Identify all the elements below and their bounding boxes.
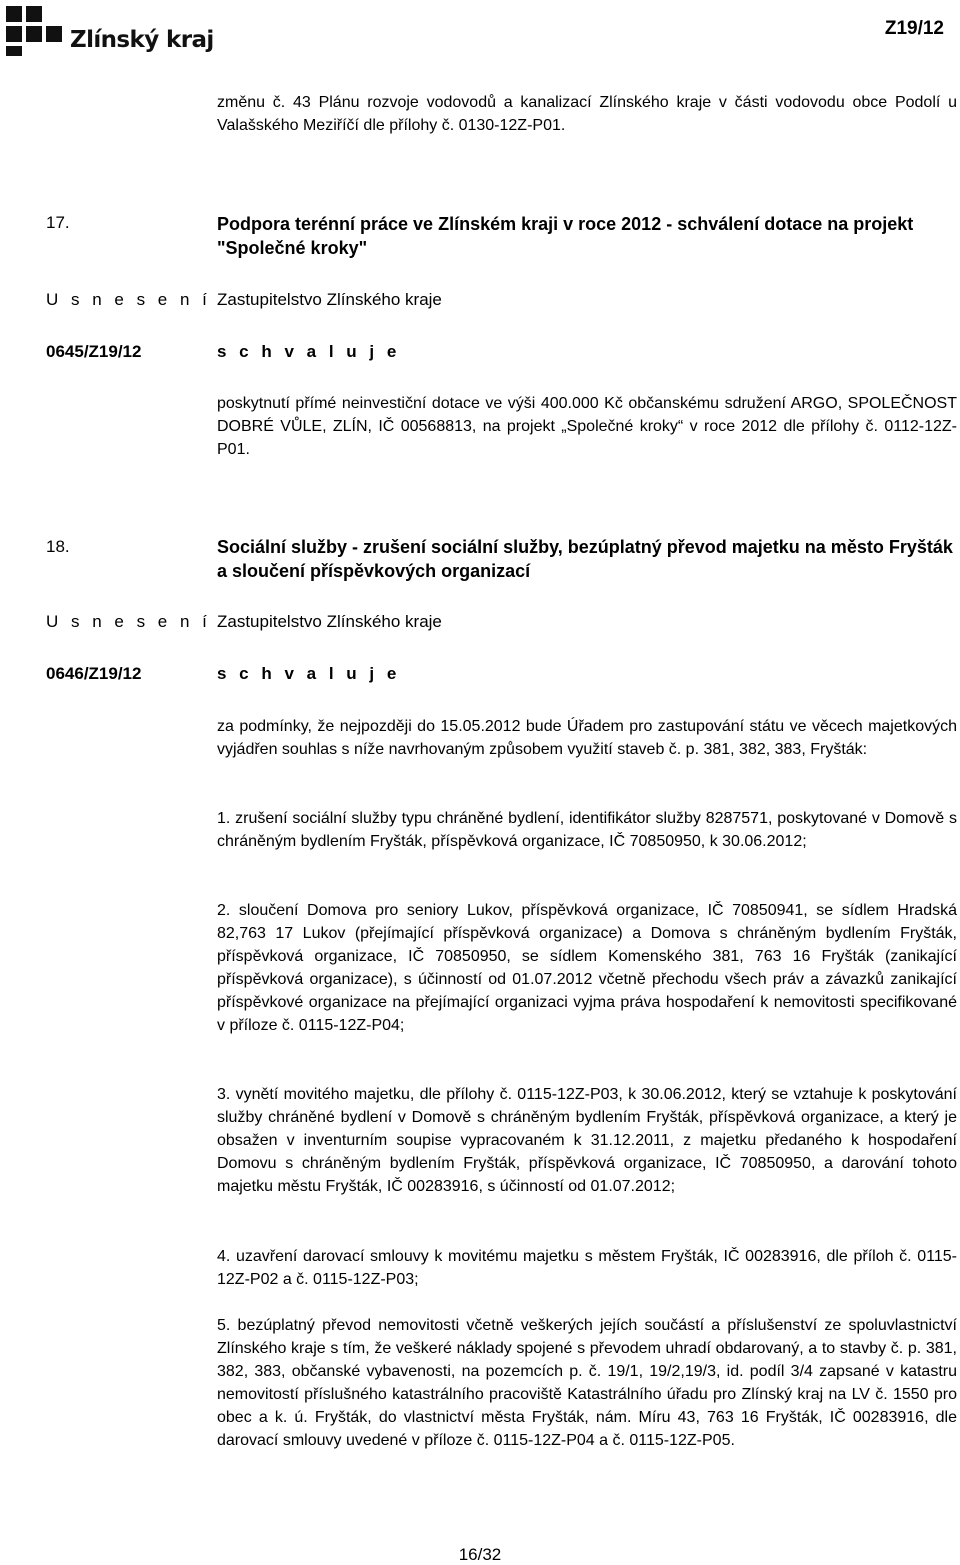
list-item: 2. sloučení Domova pro seniory Lukov, příspěvková organizace, IČ 70850941, se sídlem Hradská 82,763 17 Lukov (přejímající příspěvková organizace) a Domova s chráněným bydlením Fryšták, příspěvková organizace, IČ 70850950, se sídlem Komenského 381, 763 16 Fryšták (zanikající příspěvková organizace), s účinností od 01.07.2012 včetně přechodu všech práv a závazků zanikající příspěvkové organizace na přejímající organizaci vyjma práva hospodaření k nemovitosti specifikované v příloze č. 0115-12Z-P04;: [217, 902, 957, 1034]
item-number: 17.: [46, 213, 70, 232]
document-number: Z19/12: [884, 18, 944, 39]
zlinsky-kraj-logo: [6, 6, 214, 56]
approval-verb: s c h v a l u j e: [217, 342, 401, 361]
resolution-number: 0645/Z19/12: [46, 342, 142, 361]
authority-name: Zastupitelstvo Zlínského kraje: [217, 612, 442, 631]
item-title: Sociální služby - zrušení sociální služby, bezúplatný převod majetku na město Fryšták a sloučení příspěvkových organizací: [217, 537, 953, 581]
resolution-body: za podmínky, že nejpozději do 15.05.2012 bude Úřadem pro zastupování státu ve věcech majetkových vyjádřen souhlas s níže navrhovaným způsobem využití staveb č. p. 381, 382, 383, Fryšták:: [217, 718, 957, 758]
usneseni-label: U s n e s e n í: [46, 612, 211, 631]
usneseni-label: U s n e s e n í: [46, 290, 211, 309]
resolution-body: poskytnutí přímé neinvestiční dotace ve výši 400.000 Kč občanskému sdružení ARGO, SPOLEČNOST DOBRÉ VŮLE, ZLÍN, IČ 00568813, na projekt „Společné kroky“ v roce 2012 dle přílohy č. 0112-12Z-P01.: [217, 395, 957, 458]
authority-name: Zastupitelstvo Zlínského kraje: [217, 290, 442, 309]
intro-paragraph: změnu č. 43 Plánu rozvoje vodovodů a kanalizací Zlínského kraje v části vodovodu obce Podolí u Valašského Meziříčí dle přílohy č. 0130-12Z-P01.: [217, 94, 957, 134]
resolution-number: 0646/Z19/12: [46, 664, 142, 683]
list-item: 3. vynětí movitého majetku, dle přílohy č. 0115-12Z-P03, k 30.06.2012, který se vztahuje k poskytování služby chráněné bydlení v Domově s chráněným bydlením Fryšták, příspěvková organizace, a který je obsažen v inventurním soupise vypracovaném k 31.12.2011, z majetku předaného k hospodaření Domovu s chráněným bydlením Fryšták, příspěvková organizace, IČ 70850950, a darování tohoto majetku městu Fryšták, IČ 00283916, s účinností od 01.07.2012;: [217, 1086, 957, 1195]
list-item: 1. zrušení sociální služby typu chráněné bydlení, identifikátor služby 8287571, poskytované v Domově s chráněným bydlením Fryšták, příspěvková organizace, IČ 70850950, k 30.06.2012;: [217, 810, 957, 850]
item-number: 18.: [46, 537, 70, 556]
list-item: 4. uzavření darovací smlouvy k movitému majetku s městem Fryšták, IČ 00283916, dle příloh č. 0115-12Z-P02 a č. 0115-12Z-P03;: [217, 1248, 957, 1288]
page-number: 16/32: [458, 1545, 502, 1564]
approval-verb: s c h v a l u j e: [217, 664, 401, 683]
logo-squares-icon: [6, 6, 66, 56]
item-title: Podpora terénní práce ve Zlínském kraji v roce 2012 - schválení dotace na projekt "Společné kroky": [217, 214, 914, 258]
list-item: 5. bezúplatný převod nemovitosti včetně veškerých jejích součástí a příslušenství ze spoluvlastnictví Zlínského kraje s tím, že veškeré náklady spojené s převodem uhradí obdarovaný, a to stavby č. p. 381, 382, 383, občanské vybavenosti, na pozemcích p. č. 19/1, 19/2,19/3, id. podíl 3/4 zapsané v katastru nemovitostí příslušného katastrálního pracoviště Katastrálního úřadu pro Zlínský kraj na LV č. 1550 pro obec a k. ú. Fryšták, do vlastnictví města Fryšták, nám. Míru 43, 763 16 Fryšták, IČ 00283916, dle darovací smlouvy uvedené v příloze č. 0115-12Z-P04 a č. 0115-12Z-P05.: [217, 1317, 957, 1449]
logo-text: Zlínský kraj: [70, 27, 214, 53]
